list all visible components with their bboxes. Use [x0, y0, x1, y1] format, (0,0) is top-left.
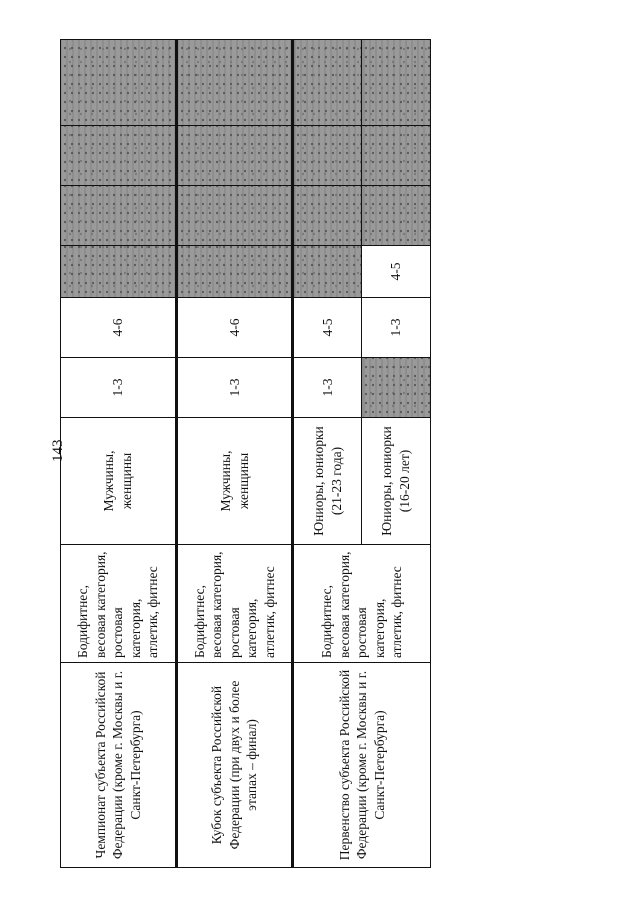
disciplines-cell: Бодифитнес, весовая категория, ростовая категория, атлетик, фитнес: [177, 545, 293, 663]
shaded-cell: [293, 40, 362, 126]
event-name-cell: Чемпионат субъекта Российской Федерации (кроме г. Москвы и г. Санкт-Петербурга): [61, 663, 177, 868]
age-group-cell: Мужчины, женщины: [61, 418, 177, 545]
disciplines-cell: Бодифитнес, весовая категория, ростовая категория, атлетик, фитнес: [293, 545, 431, 663]
shaded-cell: [61, 126, 177, 186]
shaded-cell: [61, 186, 177, 246]
disciplines-cell: Бодифитнес, весовая категория, ростовая категория, атлетик, фитнес: [61, 545, 177, 663]
shaded-cell: [61, 246, 177, 298]
shaded-cell: [293, 246, 362, 298]
rotated-table-sheet: [60, 40, 430, 868]
shaded-cell: [177, 186, 293, 246]
shaded-cell: [362, 126, 431, 186]
table-row: [177, 40, 293, 868]
shaded-cell: [293, 186, 362, 246]
places-cell: 4-6: [61, 298, 177, 358]
age-group-cell: Юниоры, юниорки (21-23 года): [293, 418, 362, 545]
places-cell: 4-5: [293, 298, 362, 358]
table-row: [61, 40, 177, 868]
places-cell: 1-3: [293, 358, 362, 418]
age-group-cell: Юниоры, юниорки (16-20 лет): [362, 418, 431, 545]
places-cell: 4-6: [177, 298, 293, 358]
shaded-cell: [293, 126, 362, 186]
shaded-cell: [177, 40, 293, 126]
shaded-cell: [177, 246, 293, 298]
age-group-cell: Мужчины, женщины: [177, 418, 293, 545]
shaded-cell: [177, 126, 293, 186]
places-cell: 1-3: [61, 358, 177, 418]
page-number: 143: [50, 439, 66, 462]
shaded-cell: [362, 40, 431, 126]
shaded-cell: [362, 358, 431, 418]
event-name-cell: Первенство субъекта Российской Федерации (кроме г. Москвы и г. Санкт-Петербурга): [293, 663, 431, 868]
shaded-cell: [61, 40, 177, 126]
event-name-cell: Кубок субъекта Российской Федерации (при двух и более этапах – финал): [177, 663, 293, 868]
places-cell: 1-3: [177, 358, 293, 418]
qualification-table: [60, 39, 431, 868]
table-row: [293, 40, 362, 868]
places-cell: 4-5: [362, 246, 431, 298]
shaded-cell: [362, 186, 431, 246]
places-cell: 1-3: [362, 298, 431, 358]
